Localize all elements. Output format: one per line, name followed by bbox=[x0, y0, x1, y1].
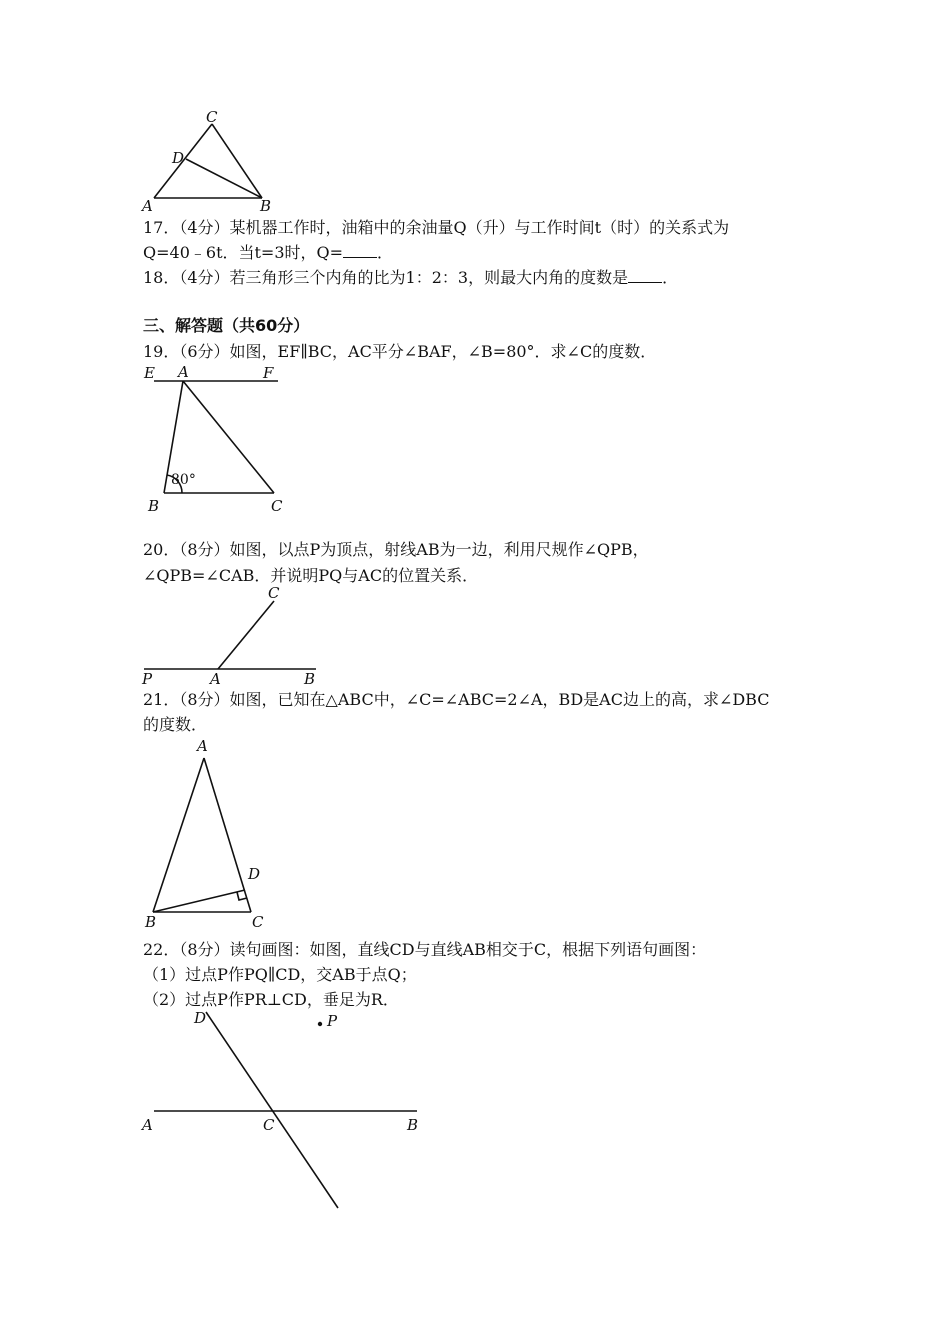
label-angle-80: 80° bbox=[171, 472, 196, 488]
question-22-item-1: （1）过点P作PQ∥CD，交AB于点Q； bbox=[143, 965, 417, 984]
segment-cb bbox=[212, 124, 262, 198]
question-17-line-1 bbox=[143, 218, 729, 238]
label-c: C bbox=[263, 1116, 275, 1134]
answer-blank-17[interactable] bbox=[343, 243, 377, 258]
answer-blank-18[interactable] bbox=[628, 268, 662, 283]
label-d: D bbox=[248, 865, 261, 883]
question-22-line-1: 22．（8分）读句画图：如图，直线CD与直线AB相交于C，根据下列语句画图： bbox=[143, 940, 707, 959]
label-b: B bbox=[145, 913, 157, 931]
question-22-item-2: （2）过点P作PR⊥CD，垂足为R． bbox=[143, 990, 399, 1009]
segment-db bbox=[186, 159, 262, 198]
label-p: P bbox=[142, 670, 153, 688]
label-b: B bbox=[304, 670, 316, 688]
question-17-line-2 bbox=[143, 243, 393, 263]
question-18 bbox=[143, 268, 678, 288]
question-17-end: ． bbox=[377, 243, 394, 262]
question-18-text: 18．（4分）若三角形三个内角的比为1：2：3，则最大内角的度数是 bbox=[143, 268, 629, 287]
label-p: P bbox=[327, 1012, 338, 1030]
label-c: C bbox=[206, 108, 218, 126]
segment-bd bbox=[153, 890, 245, 912]
label-c: C bbox=[271, 497, 283, 515]
label-d: D bbox=[172, 149, 185, 167]
question-21-line-2: 的度数． bbox=[143, 715, 208, 734]
segment-ac bbox=[204, 758, 251, 912]
question-17-formula: Q=40﹣6t．当t=3时，Q= bbox=[143, 243, 344, 262]
label-d: D bbox=[194, 1009, 207, 1027]
label-f: F bbox=[263, 364, 274, 382]
segment-ab bbox=[153, 758, 204, 912]
question-19: 19．（6分）如图，EF∥BC，AC平分∠BAF，∠B=80°．求∠C的度数． bbox=[143, 342, 657, 361]
figure-q22-intersecting-lines bbox=[140, 1006, 440, 1216]
question-20-line-2: ∠QPB=∠CAB．并说明PQ与AC的位置关系． bbox=[143, 566, 479, 585]
label-a: A bbox=[142, 197, 153, 215]
label-a: A bbox=[178, 363, 189, 381]
label-a: A bbox=[197, 737, 208, 755]
line-cd bbox=[206, 1012, 338, 1208]
segment-ac bbox=[183, 381, 274, 493]
label-a: A bbox=[142, 1116, 153, 1134]
label-e: E bbox=[144, 364, 155, 382]
point-p bbox=[318, 1022, 322, 1026]
ray-ac bbox=[218, 601, 274, 669]
figure-q20-ray bbox=[140, 584, 330, 689]
label-b: B bbox=[260, 197, 272, 215]
figure-q19-triangle bbox=[140, 362, 300, 517]
label-c: C bbox=[252, 913, 264, 931]
label-b: B bbox=[148, 497, 160, 515]
question-18-end: ． bbox=[662, 268, 679, 287]
figure-triangle-abd bbox=[140, 108, 280, 215]
figure-q21-triangle bbox=[140, 734, 280, 930]
question-17-text: 17．（4分）某机器工作时，油箱中的余油量Q（升）与工作时间t（时）的关系式为 bbox=[143, 218, 730, 237]
label-b: B bbox=[407, 1116, 419, 1134]
question-21-line-1: 21．（8分）如图，已知在△ABC中，∠C=∠ABC=2∠A，BD是AC边上的高，求∠DBC bbox=[143, 690, 770, 709]
label-c: C bbox=[268, 584, 280, 602]
question-20-line-1: 20．（8分）如图，以点P为顶点，射线AB为一边，利用尺规作∠QPB， bbox=[143, 540, 649, 559]
section-3-heading: 三、解答题（共60分） bbox=[143, 316, 310, 335]
label-a: A bbox=[210, 670, 221, 688]
